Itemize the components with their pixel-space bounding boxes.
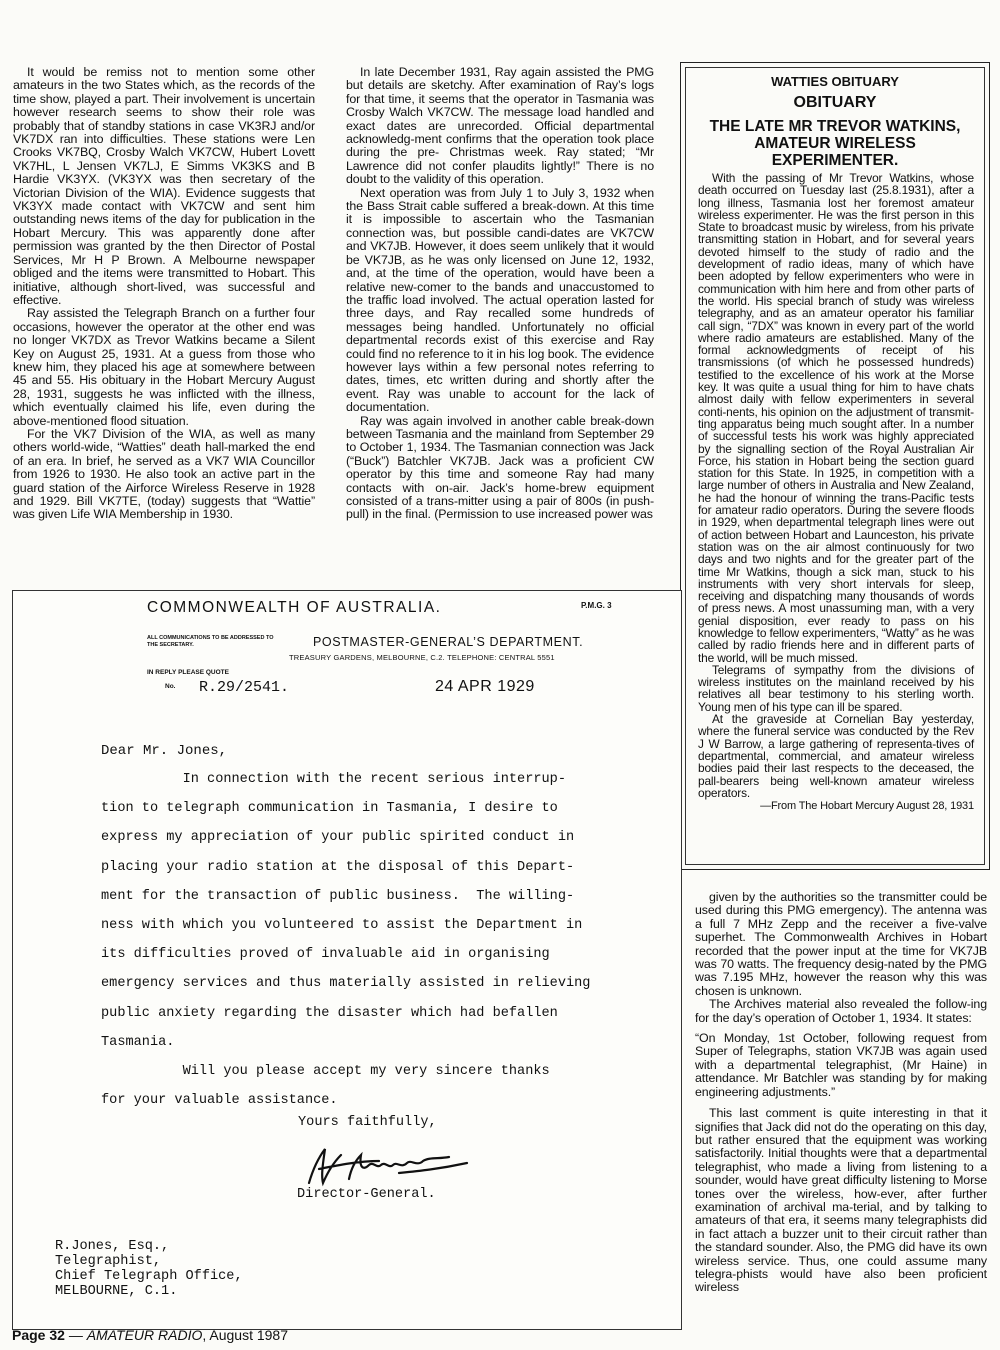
letter-body — [101, 765, 661, 1115]
obituary-paragraph: At the graveside at Cornelian Bay yesterday, where the funeral service was conducted by the Rev J W Barrow, a large gathering of representa-tives of departmental, commercial, and amateur wireless bodies paid their last respects to the deceased, the pall-bearers being well-known amateur wireless operators. — [698, 712, 974, 800]
issue-date: , August 1987 — [202, 1327, 288, 1343]
letter-line: Tasmania. — [101, 1034, 175, 1050]
obituary-paragraph: With the passing of Mr Trevor Watkins, whose death occurred on Tuesday last (25.8.1931), after a long illness, Tasmania lost her foremost amateur wireless experimenter. He was the first person in this State to broadcast music by wireless, from his private transmitting station in Hobart, and for several years devoted himself to the study of radio and the development of radio ideas, many of which have been adopted by fellow experimenters who were in communication with him here and from other parts of the world. His special branch of study was wireless telegraphy, and as an amateur operator his familiar call sign, “7DX” was known in every part of the world where radio amateurs are established. Many of the formal acknowledgments of receipt of his transmissions (of which he possessed hundreds) testified to the excellence of his work at the Morse key. It was quite a usual thing for him to have chats almost daily with fellow experimenters in several conti-nents, his opinion on the adjustment of transmit-ting apparatus being much sought after. In a number of successful tests his work was highly appreciated by the signalling section of the Royal Australian Air Force, his station in Hobart being the section guard station for this State. In 1925, in competition with a large number of others in Australia and New Zealand, he had the honour of winning the trans-Pacific tests for amateur radio operators. During the severe floods in 1929, when departmental telegraph lines were out of action between Hobart and Launceston, his private station was on the air almost continuously for two days and two nights and for the greater part of the time Mr Watkins, though a sick man, stuck to his instruments with very short intervals for sleep, receiving and dispatching many thousands of words of press news. A most unassuming man, with a very genial disposition, ever ready to pass on his knowledge to fellow experimenters, “Watty” as he was called by radio friends here and in different parts of the world, will be much missed. — [698, 171, 974, 665]
letter-line: Will you please accept my very sincere thanks — [101, 1064, 550, 1080]
pmg-letter — [12, 590, 682, 1330]
obituary-paragraph: Telegrams of sympathy from the divisions of wireless institutes on the mainland received by his relatives all bear testimony to his sterling worth. Young men of his type can ill be spared. — [698, 662, 974, 714]
department-name: POSTMASTER-GENERAL’S DEPARTMENT. — [313, 635, 584, 649]
paragraph: It would be remiss not to mention some other amateurs in the two States which, as the records of the time show, played a part. Their involvement is uncertain however research seems to show their role was probably that of standby stations in case VK3RJ and/or VK7DX ran into difficulties. These stations were Len Crooks VK7BQ, Crosby Walch VK7CW, Hubert Lovett VK7HL, L Jensen VK7LJ, E Simms VK3KS and B Hardie VK3YX. (VK3YX was then secretary of the Victorian Division of the WIA). Evidence suggests that VK3YX made contact with VK7CW and sent him outstanding news items of the day for publication in the Hobart Mercury. This was apparently done after permission was granted by the then Director of Postal Services, Mr H P Brown. A Melbourne newspaper obliged and the items were transmitted to Hobart. This initiative, although short-lived, was successful and effective. — [13, 65, 315, 307]
magazine-title: AMATEUR RADIO — [86, 1327, 203, 1343]
number-label: No. — [165, 683, 176, 690]
obituary-kicker: WATTIES OBITUARY — [771, 74, 899, 89]
reply-quote-label: IN REPLY PLEASE QUOTE — [147, 669, 229, 676]
obituary-source: —From The Hobart Mercury August 28, 1931 — [760, 800, 974, 813]
letter-line: public anxiety regarding the disaster which had befallen — [101, 1005, 558, 1021]
department-address: TREASURY GARDENS, MELBOURNE, C.2. TELEPHONE: CENTRAL 5551 — [289, 653, 555, 662]
recipient-line: R.Jones, Esq., — [55, 1239, 170, 1254]
date-stamp: 24 APR 1929 — [435, 678, 535, 695]
page-footer — [12, 1327, 288, 1343]
letter-line: ness with which you volunteered to assist the Department in — [101, 918, 583, 934]
letter-line: In connection with the recent serious interrup- — [101, 772, 566, 787]
form-code: P.M.G. 3 — [581, 601, 612, 610]
obituary-inner-frame — [685, 67, 985, 865]
paragraph: This last comment is quite interesting in that it signifies that Jack did not do the operating on this day, but rather ensured that the equipment was working satisfactorily. Initial thoughts were that a departmental telegraphist, who made a living from listening to a sounder, would have great difficulty listening to Morse tones over the wireless, how-ever, after further examination of archival ma-terial, and by talking to amateurs of that era, it seems many telegraphists did in fact attach a buzzer unit to their circuit rather than the standard sounder. Also, the PMG did have its own wireless service. Thus, one could assume many telegra-phists would have also been proficient wireless — [695, 1106, 987, 1295]
paragraph: In late December 1931, Ray again assisted the PMG but details are sketchy. After examination of Ray’s logs for that time, it seems that the operator in Tasmania was Crosby Walch VK7CW. The message load handled and exact dates are unrecorded. Official departmental acknowledg-ment confirms that the operation took place during the pre- Christmas week. Ray stated; “Mr Lawrence did not confer plaudits lightly!” There is no doubt to the validity of this operation. — [346, 65, 654, 187]
recipient-line: Chief Telegraph Office, — [55, 1269, 243, 1284]
letter-line: placing your radio station at the disposal of this Depart- — [101, 859, 575, 875]
obituary-box — [680, 62, 990, 870]
recipient-address — [55, 1239, 243, 1299]
letter-reference: R.29/2541. — [199, 679, 290, 696]
salutation: Dear Mr. Jones, — [101, 743, 228, 759]
letter-line: its difficulties proved of invaluable aid in organising — [101, 947, 550, 963]
letterhead-title: COMMONWEALTH OF AUSTRALIA. — [147, 599, 442, 616]
letter-line: express my appreciation of your public spirited conduct in — [101, 830, 575, 846]
page-number: Page 32 — [12, 1327, 65, 1343]
obituary-body — [698, 172, 974, 812]
letter-line: ment for the transaction of public business. The willing- — [101, 888, 575, 904]
article-column-1 — [13, 66, 315, 522]
paragraph: Next operation was from July 1 to July 3, 1932 when the Bass Strait cable suffered a break-down. At this time it is impossible to ascertain who the Tasmanian connection was, but possible candi-dates are VK7CW and VK7JB. However, it does seem unlikely that it would be VK7JB, as he was only licensed on June 12, 1932, and, at the time of the operation, would have been a relative new-comer to the bands and unaccustomed to the traffic load involved. The actual operation lasted for three days, and Ray recalled some hundreds of messages being handled. Unfortunately no official departmental records exist of this exercise and Ray could find no reference to it in his log book. The evidence however lays within a few personal notes referring to dates, times, etc written during and shortly after the event. Ray was unable to account for the lack of documentation. — [346, 185, 654, 415]
letter-closing: Yours faithfully, — [298, 1115, 437, 1130]
recipient-line: MELBOURNE, C.1. — [55, 1284, 178, 1299]
footer-dash: — — [64, 1327, 87, 1343]
signatory-title: Director-General. — [297, 1187, 436, 1202]
article-column-3 — [695, 891, 987, 1295]
paragraph: Ray was again involved in another cable break-down between Tasmania and the mainland from September 29 to October 1, 1934. The Tasmanian connection was Jack (“Buck”) Batchler VK7JB. Jack was a proficient CW operator by this time and someone Ray had many contacts with on-air. Jack’s home-brew equipment consisted of a trans-mitter using a pair of 800s (in push-pull) in the final. (Permission to use increased power was — [346, 413, 654, 522]
paragraph: For the VK7 Division of the WIA, as well as many others world-wide, “Watties” death hall-marked the end of an era. In brief, he served as a VK7 WIA Councillor from 1926 to 1930. He also took an active part in the guard station of the Airforce Wireless Reserve in 1928 and 1929. Bill VK7TE, (today) suggests that “Wattie” was given Life WIA Membership in 1930. — [13, 426, 315, 522]
communications-note: ALL COMMUNICATIONS TO BE ADDRESSED TO THE SECRETARY. — [147, 635, 274, 648]
paragraph: The Archives material also revealed the follow-ing for the day’s operation of October 1, 1934. It states: — [695, 997, 987, 1025]
archive-quote: “On Monday, 1st October, following request from Super of Telegraphs, station VK7JB was again used with a departmental telegraphist, (Mr Haine) in attendance. Mr Batchler was standing by for making engineering adjustments.” — [695, 1031, 987, 1099]
letter-line: tion to telegraph communication in Tasmania, I desire to — [101, 801, 558, 817]
obituary-heading: OBITUARY — [793, 94, 877, 111]
letter-line: emergency services and thus materially assisted in relieving — [101, 976, 591, 992]
paragraph: given by the authorities so the transmitter could be used during this PMG emergency). The antenna was a full 7 MHz Zepp and the receiver a five-valve superhet. The Commonwealth Archives in Hobart recorded that the power input at the time for VK7JB was 70 watts. The frequency desig-nated by the PMG was 7.195 MHz, however the reason why this was chosen is unknown. — [695, 890, 987, 998]
obituary-title: THE LATE MR TREVOR WATKINS, AMATEUR WIRELESS EXPERIMENTER. — [709, 118, 961, 169]
article-column-2 — [346, 66, 654, 522]
letter-line: for your valuable assistance. — [101, 1093, 338, 1109]
handwritten-signature — [289, 1139, 479, 1191]
recipient-line: Telegraphist, — [55, 1254, 162, 1269]
paragraph: Ray assisted the Telegraph Branch on a further four occasions, however the operator at the other end was no longer VK7DX as Trevor Watkins became a Silent Key on August 25, 1931. At a guess from those who knew him, they placed his age at somewhere between 45 and 55. His obituary in the Hobart Mercury August 28, 1931, suggests he was inflicted with the illness, which eventually claimed his life, even during the above-mentioned flood situation. — [13, 306, 315, 428]
